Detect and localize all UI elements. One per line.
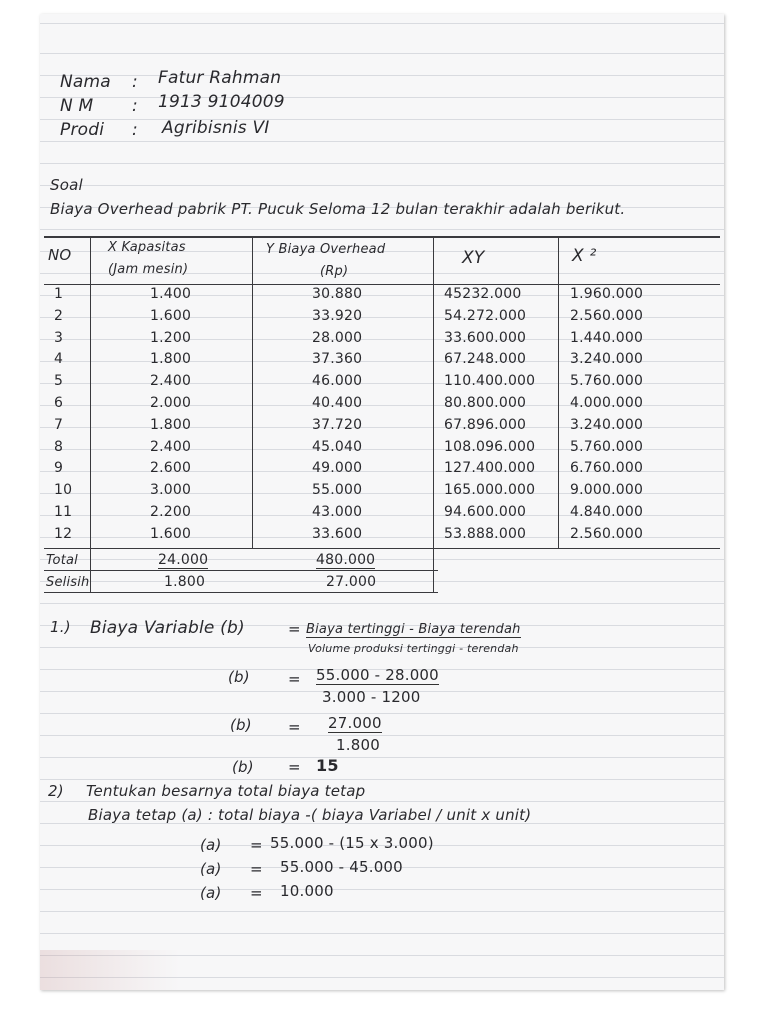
table-cell-y: 43.000 xyxy=(312,504,363,520)
table-cell-x2: 5.760.000 xyxy=(570,373,644,390)
soal-label: Soal xyxy=(50,176,83,194)
table-cell-no: 12 xyxy=(54,525,73,542)
table-cell-no: 3 xyxy=(54,329,64,346)
table-cell-no: 4 xyxy=(54,351,64,368)
q1-result: 15 xyxy=(316,756,339,775)
nim-colon: : xyxy=(132,96,138,116)
table-cell-x2: 2.560.000 xyxy=(570,307,644,324)
page-edge-shadow xyxy=(40,950,180,990)
q1-eq-0: = xyxy=(288,620,301,638)
total-label: Total xyxy=(46,553,78,568)
soal-text: Biaya Overhead pabrik PT. Pucuk Seloma 12 bulan terakhir adalah berikut. xyxy=(50,200,626,218)
table-cell-x: 2.400 xyxy=(150,438,192,455)
table-cell-no: 7 xyxy=(54,416,64,433)
table-cell-no: 8 xyxy=(54,438,64,455)
table-cell-no: 6 xyxy=(54,395,64,411)
table-cell-x: 1.600 xyxy=(150,307,192,324)
selisih-x: 1.800 xyxy=(164,574,206,590)
table-cell-no: 5 xyxy=(54,373,64,390)
q1-title: Biaya Variable (b) xyxy=(90,618,245,638)
table-cell-y: 37.360 xyxy=(312,351,363,368)
table-cell-y: 28.000 xyxy=(312,329,363,346)
prodi-label: Prodi xyxy=(60,120,105,140)
prodi-value: Agribisnis VI xyxy=(162,118,270,138)
table-cell-xy: 53.888.000 xyxy=(444,525,527,542)
table-cell-x2: 1.440.000 xyxy=(570,329,644,346)
table-total-line xyxy=(44,548,720,549)
table-cell-x2: 4.000.000 xyxy=(570,395,644,411)
q1-step1-bottom: 3.000 - 1200 xyxy=(322,688,421,706)
selisih-label: Selisih xyxy=(46,575,90,590)
table-cell-y: 55.000 xyxy=(312,482,363,499)
table-cell-y: 46.000 xyxy=(312,373,363,390)
table-cell-xy: 45232.000 xyxy=(444,286,522,302)
table-cell-xy: 80.800.000 xyxy=(444,395,527,411)
table-cell-x2: 4.840.000 xyxy=(570,504,644,520)
table-col-divider-4 xyxy=(558,236,559,548)
q2-a-label-3: (a) xyxy=(200,884,222,902)
table-cell-no: 10 xyxy=(54,482,73,499)
q1-b-label-2: (b) xyxy=(230,716,252,734)
q2-step2: 55.000 - 45.000 xyxy=(280,858,403,876)
q2-result: 10.000 xyxy=(280,882,334,900)
q1-b-label-1: (b) xyxy=(228,668,250,686)
table-cell-x2: 2.560.000 xyxy=(570,525,644,542)
header-xy: XY xyxy=(462,248,485,268)
table-cell-y: 45.040 xyxy=(312,438,363,455)
q2-eq-2: = xyxy=(250,860,263,878)
q2-number: 2) xyxy=(48,782,64,800)
table-cell-no: 9 xyxy=(54,460,64,477)
table-cell-no: 11 xyxy=(54,504,73,520)
total-x: 24.000 xyxy=(158,552,209,568)
table-cell-y: 30.880 xyxy=(312,286,363,302)
table-cell-x: 1.800 xyxy=(150,351,192,368)
table-cell-y: 49.000 xyxy=(312,460,363,477)
table-cell-y: 33.600 xyxy=(312,525,363,542)
table-cell-x: 2.400 xyxy=(150,373,192,390)
selisih-y: 27.000 xyxy=(326,574,377,590)
table-cell-x: 2.600 xyxy=(150,460,192,477)
table-cell-x: 1.400 xyxy=(150,286,192,302)
q1-eq-3: = xyxy=(288,758,301,776)
prodi-colon: : xyxy=(132,120,138,140)
table-cell-xy: 33.600.000 xyxy=(444,329,527,346)
nama-colon: : xyxy=(132,72,138,92)
table-cell-xy: 165.000.000 xyxy=(444,482,536,499)
table-cell-xy: 108.096.000 xyxy=(444,438,536,455)
nim-label: N M xyxy=(60,96,94,116)
nama-value: Fatur Rahman xyxy=(158,68,282,88)
table-col-divider-2 xyxy=(252,236,253,548)
table-cell-x: 2.000 xyxy=(150,395,192,411)
table-cell-xy: 110.400.000 xyxy=(444,373,536,390)
table-cell-xy: 94.600.000 xyxy=(444,504,527,520)
table-cell-y: 37.720 xyxy=(312,416,363,433)
q1-b-label-3: (b) xyxy=(232,758,254,776)
table-col-divider-1 xyxy=(90,236,91,592)
table-top-line xyxy=(44,236,720,238)
q2-step1: 55.000 - (15 x 3.000) xyxy=(270,834,434,852)
table-bottom-line xyxy=(44,592,438,593)
header-no: NO xyxy=(48,246,72,264)
q2-eq-1: = xyxy=(250,836,263,854)
table-cell-no: 1 xyxy=(54,286,64,302)
q1-step1-top: 55.000 - 28.000 xyxy=(316,666,439,684)
header-x2: X ² xyxy=(572,246,597,266)
header-y-line2: (Rp) xyxy=(320,264,349,279)
table-cell-x2: 5.760.000 xyxy=(570,438,644,455)
table-col-divider-3 xyxy=(433,236,434,592)
notebook-page xyxy=(40,14,724,990)
q2-a-label-2: (a) xyxy=(200,860,222,878)
nim-value: 1913 9104009 xyxy=(158,92,285,112)
table-cell-x: 1.200 xyxy=(150,329,192,346)
q1-step2-top: 27.000 xyxy=(328,714,382,732)
q2-eq-3: = xyxy=(250,884,263,902)
table-cell-no: 2 xyxy=(54,307,64,324)
q1-frac-bottom: Volume produksi tertinggi - terendah xyxy=(308,642,519,655)
q1-step2-bottom: 1.800 xyxy=(336,736,380,754)
table-cell-x: 1.800 xyxy=(150,416,192,433)
q2-title: Tentukan besarnya total biaya tetap xyxy=(86,782,366,800)
header-x-line2: (Jam mesin) xyxy=(108,262,189,277)
header-y-line1: Y Biaya Overhead xyxy=(266,242,386,257)
table-cell-xy: 67.248.000 xyxy=(444,351,527,368)
table-cell-xy: 127.400.000 xyxy=(444,460,536,477)
q1-frac-top: Biaya tertinggi - Biaya terendah xyxy=(306,622,521,637)
header-x-line1: X Kapasitas xyxy=(108,240,186,255)
table-cell-xy: 67.896.000 xyxy=(444,416,527,433)
table-cell-x2: 3.240.000 xyxy=(570,416,644,433)
table-selisih-line xyxy=(44,570,438,571)
table-cell-x2: 6.760.000 xyxy=(570,460,644,477)
table-cell-y: 33.920 xyxy=(312,307,363,324)
table-cell-x2: 9.000.000 xyxy=(570,482,644,499)
q2-formula: Biaya tetap (a) : total biaya -( biaya Variabel / unit x unit) xyxy=(88,806,532,824)
q1-eq-2: = xyxy=(288,718,301,736)
table-cell-xy: 54.272.000 xyxy=(444,307,527,324)
table-header-line xyxy=(44,284,720,285)
q1-number: 1.) xyxy=(50,618,71,636)
total-y: 480.000 xyxy=(316,552,376,568)
table-cell-x: 2.200 xyxy=(150,504,192,520)
table-cell-x2: 1.960.000 xyxy=(570,286,644,302)
table-cell-y: 40.400 xyxy=(312,395,363,411)
nama-label: Nama xyxy=(60,72,111,92)
table-cell-x: 1.600 xyxy=(150,525,192,542)
table-cell-x: 3.000 xyxy=(150,482,192,499)
table-cell-x2: 3.240.000 xyxy=(570,351,644,368)
q2-a-label-1: (a) xyxy=(200,836,222,854)
q1-eq-1: = xyxy=(288,670,301,688)
